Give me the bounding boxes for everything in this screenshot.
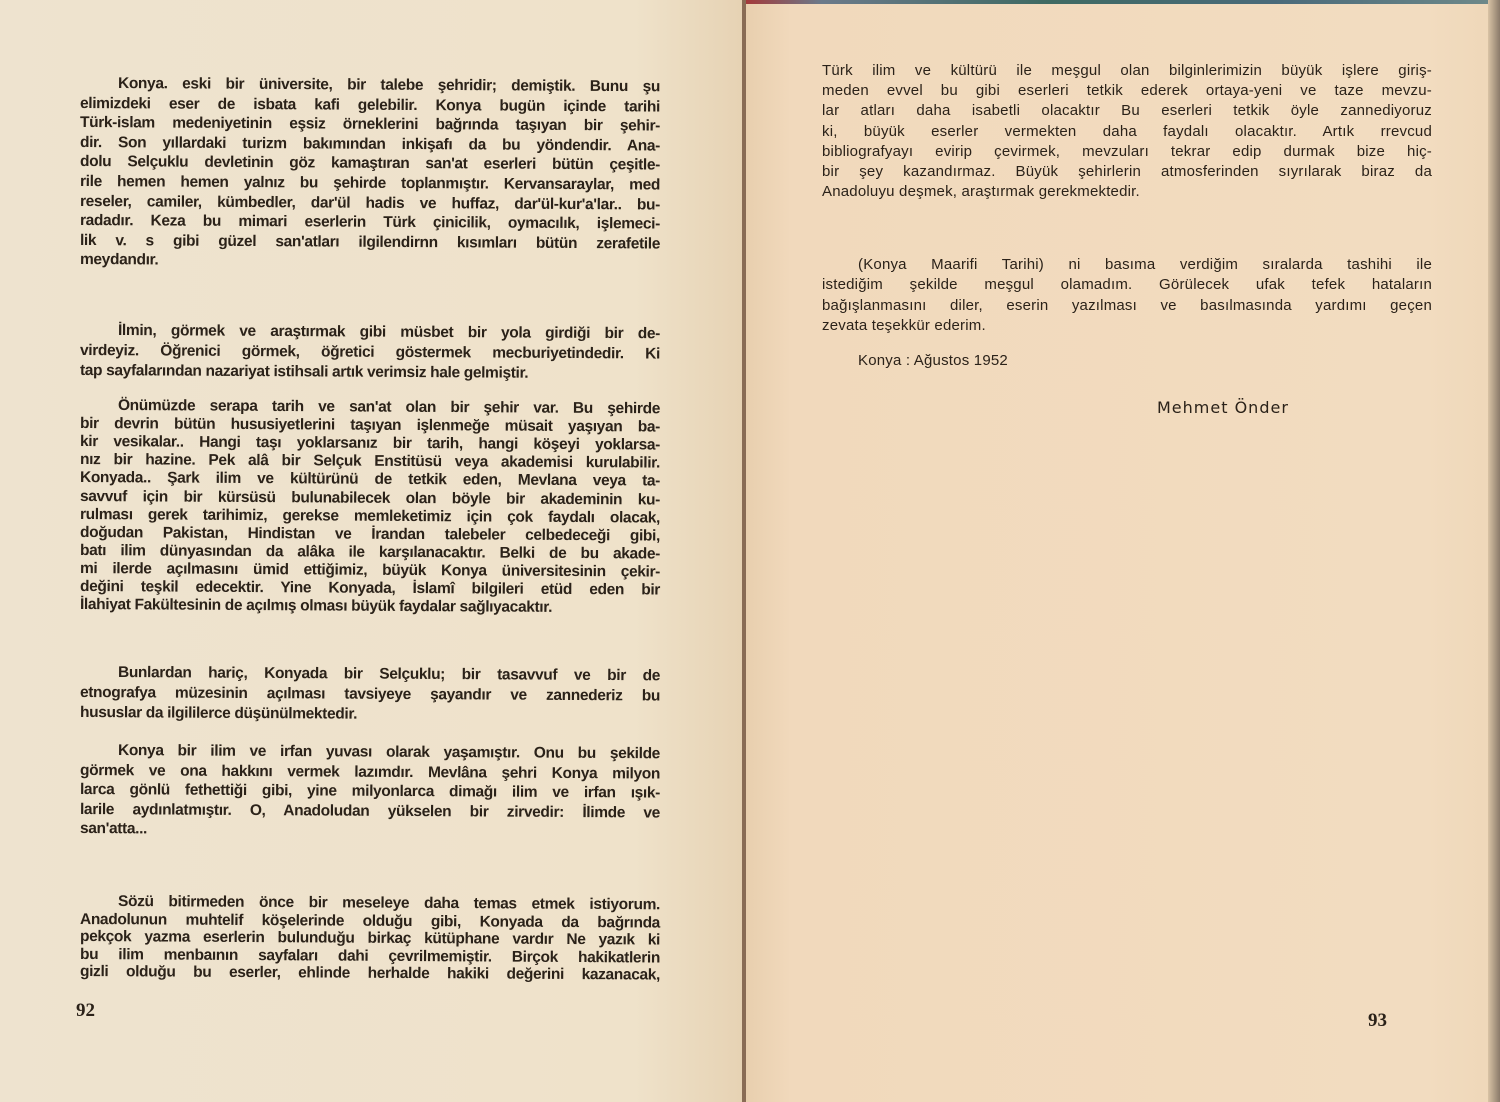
text-line: doğudan Pakistan, Hindistan ve İrandan talebeler celbedeceği gibi,: [79, 523, 661, 545]
text-line: (Konya Maarifi Tarihi) ni basıma verdiğim sıralarda tashihi ile: [858, 256, 1432, 273]
text-line: Önümüzde serapa tarih ve san'at olan bir şehir var. Bu şehirde: [117, 397, 661, 418]
text-line: bu ilim menbaının sayfaları dahi çevrilmemiştir. Birçok hakikatlerin: [79, 945, 661, 967]
text-line: larile aydınlatmıştır. O, Anadoludan yükselen bir zirvedir: İlimde ve: [79, 800, 661, 822]
text-line: Anadolunun muhtelif köşelerinde olduğu gibi, Konyada da bağrında: [79, 910, 661, 932]
text-line: reseler, camiler, kümbedler, dar'ül hadis ve huffaz, dar'ül-kur'a'lar.. bu-: [79, 192, 661, 214]
text-line: etnografya müzesinin açılması tavsiyeye şayandır ve zannederiz bu: [79, 684, 661, 705]
author-signature: Mehmet Önder: [1157, 398, 1289, 417]
text-line: Konya. eski bir üniversite, bir talebe şehridir; demiştik. Bunu şu: [117, 75, 661, 96]
text-line: bir şey kazandırmaz. Büyük şehirlerin atmosferinden sıyrılarak biraz da: [822, 163, 1432, 180]
text-line: lik v. s gibi güzel san'atları ilgilendirnn kısımları bütün zerafetile: [79, 231, 661, 253]
text-line: ki, büyük eserler vermekten daha faydalı olacaktır. Artık rrevcud: [822, 122, 1432, 140]
text-line: savvuf için bir kürsüsü bulunabilecek olan böyle bir akademinin ku-: [79, 487, 661, 509]
place-date: Konya : Ağustos 1952: [858, 352, 1008, 369]
text-line: Konyada.. Şark ilim ve kültürünü de tetkik eden, Mevlana veya ta-: [79, 469, 661, 490]
text-line: virdeyiz. Öğrenici görmek, öğretici göstermek mecburiyetindedir. Ki: [79, 342, 661, 363]
text-line: rile hemen hemen yalnız bu şehirde toplanmıştır. Kervansaraylar, med: [79, 173, 661, 194]
text-line: larca gönlü fethettiği gibi, yine milyonlarca dimağı ilim ve irfan ışık-: [79, 781, 661, 802]
text-line: meden evvel bu gibi eserleri tetkik ederek ortaya-yeni ve taze mevzu-: [822, 82, 1432, 100]
text-line: batı ilim dünyasından da alâka ile karşılanacaktır. Belki de bu akade-: [79, 541, 661, 563]
text-line: Konya bir ilim ve irfan yuvası olarak yaşamıştır. Onu bu şekilde: [117, 742, 661, 763]
text-line: Sözü bitirmeden önce bir meseleye daha temas etmek istiyorum.: [117, 893, 661, 914]
text-line: değini teşkil edecektir. Yine Konyada, İslamî bilgileri etüd eden bir: [79, 578, 661, 599]
text-line: istediğim şekilde meşgul olamadım. Görülecek ufak tefek hataların: [822, 276, 1432, 294]
text-line: bağışlanmasını diler, eserin yazılması ve basılmasında yardımı geçen: [822, 296, 1432, 314]
text-line: lar atları daha isabetli olacaktır Bu eserleri tetkik öyle zannediyoruz: [822, 102, 1432, 120]
page-number-left: 92: [76, 1000, 95, 1021]
text-line: Bunlardan hariç, Konyada bir Selçuklu; bir tasavvuf ve bir de: [117, 664, 661, 685]
text-line: Türk-islam medeniyetinin eşsiz örneklerini bağrında taşıyan bir şehir-: [79, 114, 661, 135]
text-line: görmek ve ona hakkını vermek lazımdır. Mevlâna şehri Konya milyon: [79, 761, 661, 783]
text-line: radadır. Keza bu mimari eserlerin Türk çinicilik, oymacılık, işlemeci-: [79, 212, 661, 233]
text-line: İlahiyat Fakültesinin de açılmış olması büyük faydalar sağlıyacaktır.: [79, 596, 553, 616]
text-line: bir devrin bütün hususiyetlerini taşıyan işlenmeğe müsait yaşıyan ba-: [79, 415, 661, 436]
text-line: kir vesikalar.. Hangi taşı yoklarsanız bir tarih, hangi köşeyi yoklarsa-: [79, 433, 661, 454]
text-line: dir. Son yıllardaki turizm bakımından inkişafı da bu yöndendir. Ana-: [79, 133, 661, 155]
text-line: meydandır.: [79, 251, 159, 269]
text-line: tap sayfalarından nazariyat istihsali artık verimsiz hale gelmiştir.: [79, 362, 529, 382]
text-line: dolu Selçuklu devletinin göz kamaştıran san'at eserleri bütün çeşitle-: [79, 153, 661, 174]
text-line: bibliografyayı evirip çevirmek, mevzuları tekrar edip durmak bize hiç-: [822, 142, 1432, 160]
text-line: hususlar da ilgililerce düşünülmektedir.: [79, 704, 358, 723]
text-line: elimizdeki eser de isbata kafi gelebilir. Konya bugün içinde tarihi: [79, 94, 661, 116]
text-line: nız bir hazine. Pek alâ bir Selçuk Enstitüsü veya akademisi kurulabilir.: [79, 451, 661, 472]
text-line: pekçok yazma eserlerin bulunduğu birkaç kütüphane vardır Ne yazık ki: [79, 928, 661, 949]
cover-edge: [746, 0, 1500, 4]
book-gutter: [742, 0, 746, 1102]
page-edge: [1488, 0, 1500, 1102]
text-line: İlmin, görmek ve araştırmak gibi müsbet bir yola girdiği bir de-: [117, 322, 661, 343]
text-line: Türk ilim ve kültürü ile meşgul olan bilginlerimizin büyük işlere giriş-: [822, 62, 1432, 79]
page-number-right: 93: [1368, 1010, 1387, 1031]
text-line: Anadoluyu deşmek, araştırmak gerekmektedir.: [822, 183, 1140, 201]
text-line: gizli olduğu bu eserler, ehlinde herhalde hakiki değerini kazanacak,: [79, 963, 661, 984]
text-line: san'atta...: [79, 820, 148, 838]
text-line: rulması gerek tarihimiz, gerekse memleketimiz için çok faydalı olacak,: [79, 505, 661, 527]
text-line: zevata teşekkür ederim.: [822, 316, 986, 334]
text-line: mi ilerde açılmasını ümid ettiğimiz, büyük Konya üniversitesinin çekir-: [79, 559, 661, 581]
